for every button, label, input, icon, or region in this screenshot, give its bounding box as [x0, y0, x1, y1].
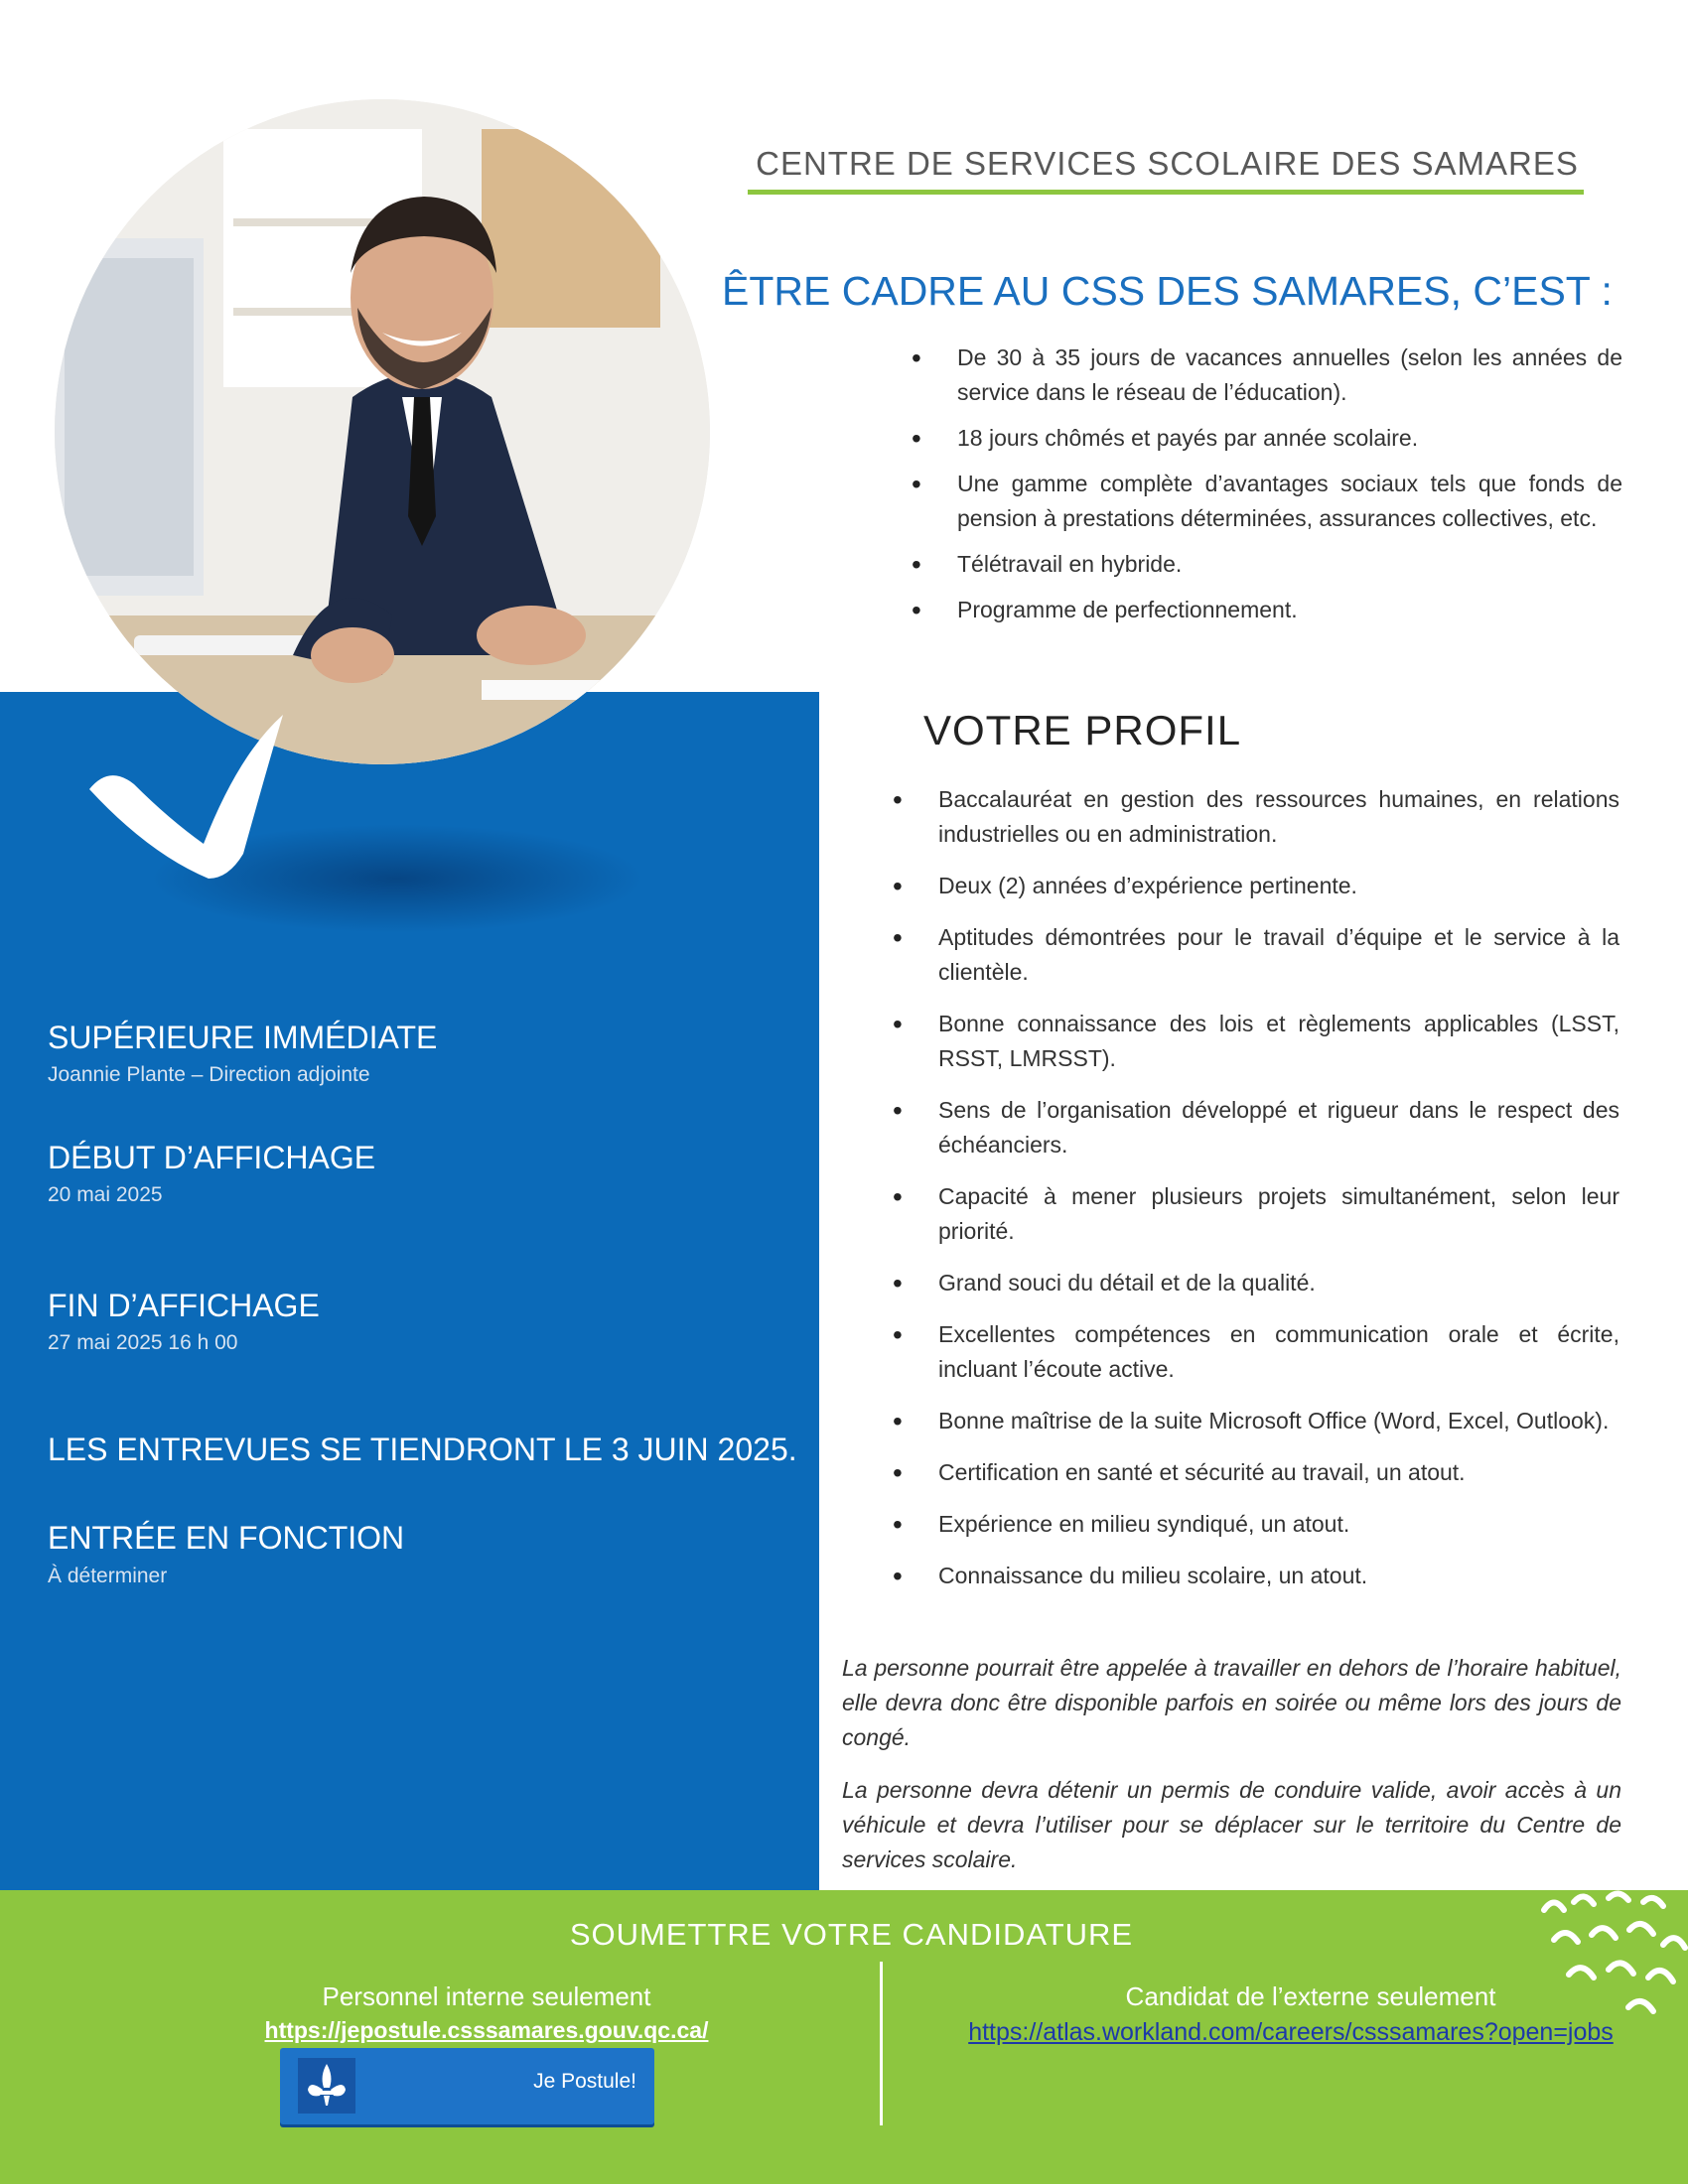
footer-title: SOUMETTRE VOTRE CANDIDATURE — [569, 1917, 1134, 1952]
list-item: • Expérience en milieu syndiqué, un atout. — [938, 1507, 1619, 1542]
list-item: • Excellentes compétences en communication orale et écrite, incluant l’écoute active. — [938, 1317, 1619, 1387]
start-value: À déterminer — [48, 1565, 168, 1587]
supervisor-value: Joannie Plante – Direction adjointe — [48, 1063, 370, 1086]
header-rule — [748, 190, 1584, 195]
list-item: • Sens de l’organisation développé et rigueur dans le respect des échéanciers. — [938, 1093, 1619, 1162]
start-heading: ENTRÉE EN FONCTION — [48, 1520, 405, 1556]
posting-end-heading: FIN D’AFFICHAGE — [48, 1288, 320, 1323]
list-item: • Bonne maîtrise de la suite Microsoft Office (Word, Excel, Outlook). — [938, 1404, 1619, 1438]
footer-divider — [880, 1962, 883, 2125]
list-item: • Grand souci du détail et de la qualité. — [938, 1266, 1619, 1300]
list-item: • Aptitudes démontrées pour le travail d’équipe et le service à la clientèle. — [938, 920, 1619, 990]
external-apply-link[interactable]: https://atlas.workland.com/careers/csssamares?open=jobs — [968, 2018, 1614, 2046]
list-item: • Une gamme complète d’avantages sociaux tels que fonds de pension à prestations déterminées, assurances collectives, etc. — [957, 467, 1622, 536]
list-item: • Bonne connaissance des lois et règlements applicables (LSST, RSST, LMRSST). — [938, 1007, 1619, 1076]
benefits-title: ÊTRE CADRE AU CSS DES SAMARES, C’EST : — [722, 268, 1613, 314]
benefits-list — [957, 341, 1622, 638]
apply-button-label: Je Postule! — [533, 2070, 636, 2093]
apply-button[interactable] — [280, 2048, 654, 2124]
organization-name: CENTRE DE SERVICES SCOLAIRE DES SAMARES — [756, 145, 1579, 182]
external-label: Candidat de l’externe seulement — [1125, 1981, 1496, 2011]
candidate-photo — [55, 99, 710, 764]
list-item: • 18 jours chômés et payés par année scolaire. — [957, 421, 1622, 456]
driving-note: La personne devra détenir un permis de conduire valide, avoir accès à un véhicule et devra l’utiliser pour se déplacer sur le territoire du Centre de services scolaire. — [842, 1777, 1621, 1872]
posting-start-heading: DÉBUT D’AFFICHAGE — [48, 1140, 376, 1175]
photo-illustration — [55, 99, 710, 764]
list-item: • Baccalauréat en gestion des ressources humaines, en relations industrielles ou en administration. — [938, 782, 1619, 852]
internal-apply-link[interactable]: https://jepostule.csssamares.gouv.qc.ca/ — [264, 2017, 709, 2043]
list-item: • Certification en santé et sécurité au travail, un atout. — [938, 1455, 1619, 1490]
list-item: • Connaissance du milieu scolaire, un atout. — [938, 1559, 1619, 1593]
list-item: • De 30 à 35 jours de vacances annuelles (selon les années de service dans le réseau de l’éducation). — [957, 341, 1622, 410]
posting-start-value: 20 mai 2025 — [48, 1183, 163, 1206]
supervisor-heading: SUPÉRIEURE IMMÉDIATE — [48, 1020, 438, 1055]
posting-end-value: 27 mai 2025 16 h 00 — [48, 1331, 238, 1354]
list-item: • Capacité à mener plusieurs projets simultanément, selon leur priorité. — [938, 1179, 1619, 1249]
list-item: • Télétravail en hybride. — [957, 547, 1622, 582]
list-item: • Deux (2) années d’expérience pertinente. — [938, 869, 1619, 903]
schedule-note: La personne pourrait être appelée à travailler en dehors de l’horaire habituel, elle devra donc être disponible parfois en soirée ou même lors des jours de congé. — [842, 1655, 1621, 1750]
check-mark-icon — [79, 695, 298, 893]
internal-label: Personnel interne seulement — [322, 1981, 651, 2011]
profile-title: VOTRE PROFIL — [923, 707, 1242, 753]
fleur-de-lis-icon — [298, 2058, 355, 2114]
interviews-notice: LES ENTREVUES SE TIENDRONT LE 3 JUIN 2025. — [48, 1432, 797, 1467]
list-item: • Programme de perfectionnement. — [957, 593, 1622, 627]
profile-list — [938, 782, 1619, 1610]
